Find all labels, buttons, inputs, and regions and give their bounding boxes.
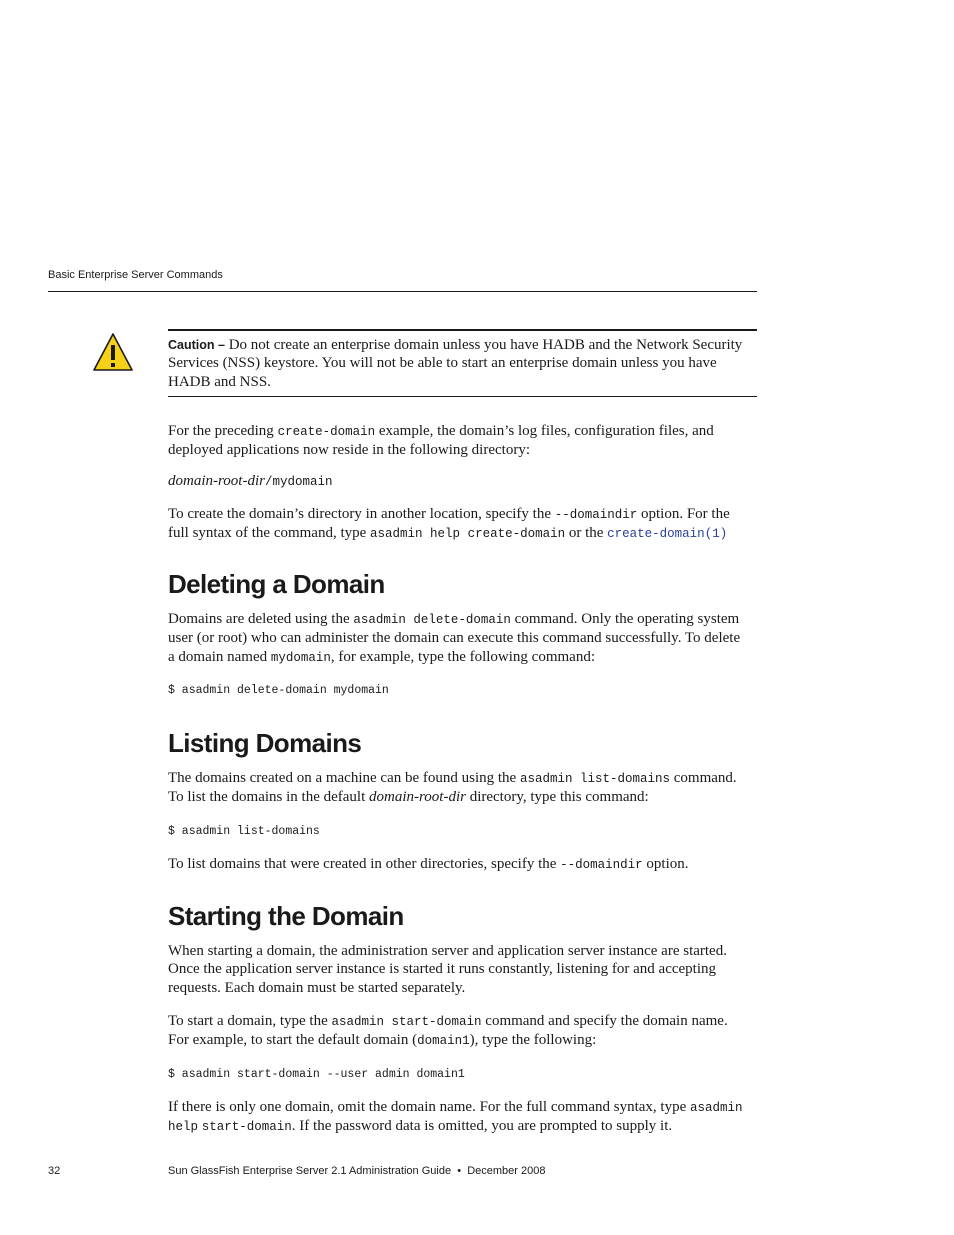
delete-paragraph: Domains are deleted using the asadmin delete-domain command. Only the operating system user (or root) who can administer the domain can execute this command successfully. To delete a domain named mydomain, for example, type the following command: — [168, 611, 741, 665]
heading-deleting-a-domain: Deleting a Domain — [168, 569, 385, 599]
footer-book-info: Sun GlassFish Enterprise Server 2.1 Administration Guide • December 2008 — [168, 1165, 546, 1177]
caution-top-rule — [168, 329, 757, 331]
list-command-example: $ asadmin list-domains — [168, 825, 320, 838]
heading-starting-the-domain: Starting the Domain — [168, 901, 404, 931]
start-command-example: $ asadmin start-domain --user admin domain1 — [168, 1068, 465, 1081]
start-paragraph-2: To start a domain, type the asadmin start-domain command and specify the domain name. For example, to start the default domain (domain1), type the following: — [168, 1013, 728, 1049]
intro-paragraph-1: For the preceding create-domain example, the domain’s log files, configuration files, and deployed applications now reside in the following directory: — [168, 423, 714, 459]
directory-path: domain-root-dir/mydomain — [168, 473, 333, 489]
heading-listing-domains: Listing Domains — [168, 728, 362, 758]
start-paragraph-3: If there is only one domain, omit the domain name. For the full command syntax, type asadmin help start-domain. If the password data is omitted, you are prompted to supply it. — [168, 1099, 743, 1135]
caution-bottom-rule — [168, 396, 757, 397]
intro-paragraph-2: To create the domain’s directory in another location, specify the --domaindir option. For the full syntax of the command, type asadmin help create-domain or the create-domain(1) — [168, 506, 730, 542]
header-rule — [48, 291, 757, 292]
caution-text: Caution – Do not create an enterprise domain unless you have HADB and the Network Security Services (NSS) keystore. You will not be able to start an enterprise domain unless you have HADB and NSS. — [168, 337, 743, 390]
caution-warning-icon — [92, 332, 134, 372]
list-paragraph-2: To list domains that were created in other directories, specify the --domaindir option. — [168, 856, 689, 872]
delete-command-example: $ asadmin delete-domain mydomain — [168, 684, 389, 697]
page-number: 32 — [48, 1165, 61, 1177]
create-domain-link[interactable]: create-domain(1) — [607, 527, 728, 542]
list-paragraph-1: The domains created on a machine can be found using the asadmin list-domains command. To list the domains in the default domain-root-dir directory, type this command: — [168, 770, 737, 806]
start-paragraph-1: When starting a domain, the administration server and application server instance are started. Once the application server instance is started it runs constantly, listening for and accepting requests. Each domain must be started separately. — [168, 943, 727, 996]
caution-label: Caution – — [168, 338, 225, 352]
running-header: Basic Enterprise Server Commands — [48, 269, 223, 281]
